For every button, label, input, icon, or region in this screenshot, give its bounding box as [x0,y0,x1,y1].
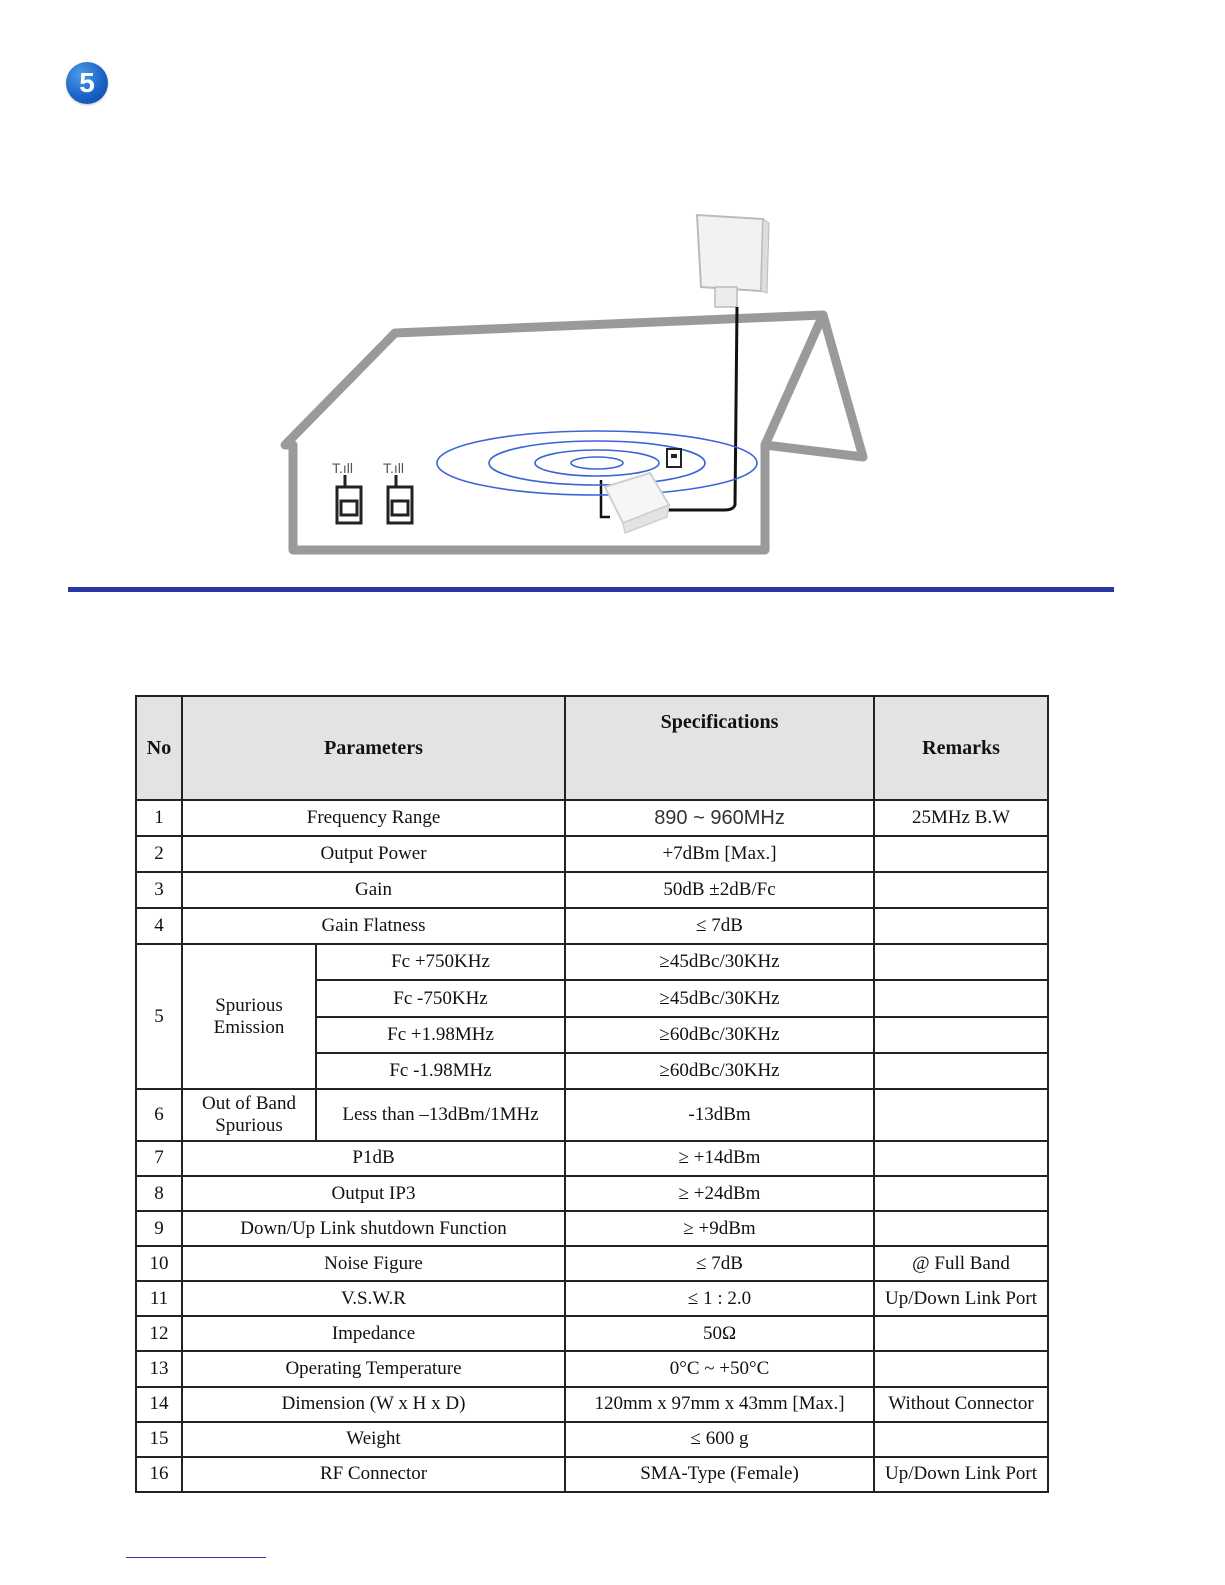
row-remark [874,1141,1048,1176]
row-no: 6 [136,1089,182,1141]
row-no: 5 [136,944,182,1088]
row-no: 7 [136,1141,182,1176]
header-no: No [136,696,182,800]
mobile-phone-icon [337,475,412,523]
row-remark [874,1316,1048,1351]
row-specification: ≥60dBc/30KHz [565,1017,874,1053]
header-parameters: Parameters [182,696,565,800]
footer-rule [126,1557,266,1558]
signal-glyph-right: T.ıll [383,460,404,476]
row-remark [874,1211,1048,1246]
row-remark [874,1351,1048,1386]
step-number-badge: 5 [66,62,108,104]
row-no: 3 [136,872,182,908]
row-specification: ≥45dBc/30KHz [565,980,874,1016]
row-specification: ≥45dBc/30KHz [565,944,874,980]
row-remark: @ Full Band [874,1246,1048,1281]
row-parameter: Dimension (W x H x D) [182,1387,565,1422]
row-no: 14 [136,1387,182,1422]
row-remark [874,1053,1048,1089]
row-specification: -13dBm [565,1089,874,1141]
row-remark [874,872,1048,908]
row-remark [874,1176,1048,1211]
house-outline-icon [285,315,863,550]
row-parameter: P1dB [182,1141,565,1176]
row-no: 4 [136,908,182,944]
row-no: 11 [136,1281,182,1316]
outdoor-antenna-icon [697,215,769,307]
row-parameter: Frequency Range [182,800,565,836]
row-specification: ≤ 7dB [565,1246,874,1281]
row-parameter: Less than –13dBm/1MHz [316,1089,565,1141]
row-specification: ≥ +24dBm [565,1176,874,1211]
row-no: 10 [136,1246,182,1281]
row-specification: ≤ 7dB [565,908,874,944]
row-specification: 50Ω [565,1316,874,1351]
power-outlet-icon [667,449,681,467]
row-parameter: Gain Flatness [182,908,565,944]
row-specification: SMA-Type (Female) [565,1457,874,1492]
row-no: 13 [136,1351,182,1386]
row-parameter: Fc +1.98MHz [316,1017,565,1053]
row-parameter: Gain [182,872,565,908]
row-parameter: Output Power [182,836,565,872]
row-parameter: Impedance [182,1316,565,1351]
header-remarks: Remarks [874,696,1048,800]
row-parameter: Fc +750KHz [316,944,565,980]
row-specification: ≥ +14dBm [565,1141,874,1176]
row-group-label: Spurious Emission [182,944,316,1088]
section-divider [68,587,1114,592]
row-no: 15 [136,1422,182,1457]
row-remark: Up/Down Link Port [874,1281,1048,1316]
row-parameter: Output IP3 [182,1176,565,1211]
row-remark [874,908,1048,944]
row-specification: ≤ 600 g [565,1422,874,1457]
row-remark [874,836,1048,872]
row-parameter: V.S.W.R [182,1281,565,1316]
specifications-table [135,695,1049,1493]
row-specification: ≥60dBc/30KHz [565,1053,874,1089]
row-group-label: Out of Band Spurious [182,1089,316,1141]
row-specification: 120mm x 97mm x 43mm [Max.] [565,1387,874,1422]
row-remark [874,944,1048,980]
installation-illustration [275,205,875,570]
row-remark [874,1089,1048,1141]
row-no: 16 [136,1457,182,1492]
row-no: 9 [136,1211,182,1246]
row-specification: 0°C ~ +50°C [565,1351,874,1386]
signal-glyph-left: T.ıll [332,460,353,476]
row-parameter: Down/Up Link shutdown Function [182,1211,565,1246]
row-parameter: Fc -750KHz [316,980,565,1016]
row-specification: 890 ~ 960MHz [565,800,874,836]
row-no: 12 [136,1316,182,1351]
row-parameter: RF Connector [182,1457,565,1492]
row-parameter: Fc -1.98MHz [316,1053,565,1089]
row-specification: 50dB ±2dB/Fc [565,872,874,908]
row-remark: Without Connector [874,1387,1048,1422]
row-parameter: Weight [182,1422,565,1457]
row-no: 8 [136,1176,182,1211]
row-specification: ≤ 1 : 2.0 [565,1281,874,1316]
row-remark [874,980,1048,1016]
row-no: 1 [136,800,182,836]
row-remark: Up/Down Link Port [874,1457,1048,1492]
row-remark [874,1017,1048,1053]
row-no: 2 [136,836,182,872]
row-remark: 25MHz B.W [874,800,1048,836]
row-parameter: Noise Figure [182,1246,565,1281]
row-specification: ≥ +9dBm [565,1211,874,1246]
row-remark [874,1422,1048,1457]
row-specification: +7dBm [Max.] [565,836,874,872]
repeater-unit-icon [605,473,669,533]
row-parameter: Operating Temperature [182,1351,565,1386]
header-specifications: Specifications [565,696,874,800]
